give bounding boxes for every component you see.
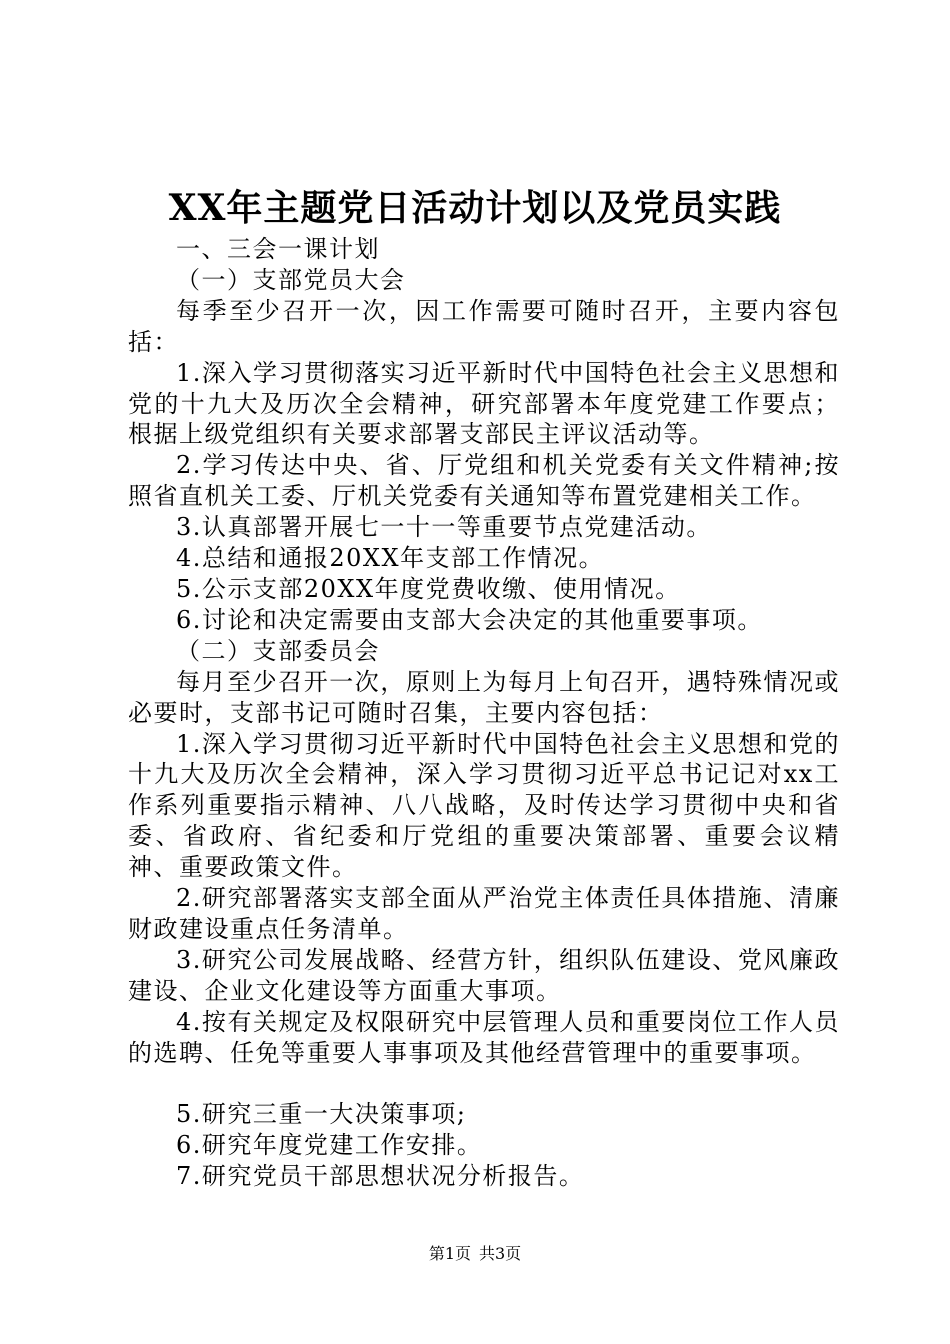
document-title: XX年主题党日活动计划以及党员实践 bbox=[168, 187, 782, 229]
section-heading: 一、三会一课计划 bbox=[176, 235, 380, 263]
list-item: 2.学习传达中央、省、厅党组和机关党委有关文件精神;按照省直机关工委、厅机关党委有关通知等布置党建相关工作。 bbox=[128, 451, 840, 511]
list-item: 2.研究部署落实支部全面从严治党主体责任具体措施、清廉财政建设重点任务清单。 bbox=[128, 884, 840, 943]
subsection-heading: （一）支部党员大会 bbox=[176, 265, 406, 294]
subsection-heading: （二）支部委员会 bbox=[176, 636, 380, 665]
list-item: 1.深入学习贯彻习近平新时代中国特色社会主义思想和党的十九大及历次全会精神，深入学习贯彻习近平总书记记对xx工作系列重要指示精神、八八战略，及时传达学习贯彻中央和省委、省政府、省纪委和厅党组的重要决策部署、重要会议精神、重要政策文件。 bbox=[128, 729, 840, 882]
list-item: 7.研究党员干部思想状况分析报告。 bbox=[176, 1162, 585, 1191]
document-body bbox=[128, 234, 840, 1192]
list-item: 4.按有关规定及权限研究中层管理人员和重要岗位工作人员的选聘、任免等重要人事事项及其他经营管理中的重要事项。 bbox=[128, 1007, 840, 1067]
page-number: 第1页 bbox=[428, 1244, 471, 1263]
list-item: 3.认真部署开展七一十一等重要节点党建活动。 bbox=[176, 513, 712, 542]
list-item: 4.总结和通报20XX年支部工作情况。 bbox=[176, 544, 605, 573]
list-item: 3.研究公司发展战略、经营方针，组织队伍建设、党风廉政建设、企业文化建设等方面重大事项。 bbox=[128, 945, 840, 1005]
page-footer bbox=[0, 1244, 950, 1264]
page-total: 共3页 bbox=[479, 1244, 522, 1263]
list-item: 6.讨论和决定需要由支部大会决定的其他重要事项。 bbox=[176, 605, 763, 634]
list-item: 5.研究三重一大决策事项; bbox=[176, 1100, 467, 1129]
paragraph-spacer bbox=[128, 1068, 840, 1099]
list-item: 5.公示支部20XX年度党费收缴、使用情况。 bbox=[176, 574, 681, 603]
list-item: 1.深入学习贯彻落实习近平新时代中国特色社会主义思想和党的十九大及历次全会精神，研究部署本年度党建工作要点；根据上级党组织有关要求部署支部民主评议活动等。 bbox=[128, 358, 840, 449]
paragraph: 每季至少召开一次，因工作需要可随时召开，主要内容包括： bbox=[128, 296, 840, 356]
paragraph: 每月至少召开一次，原则上为每月上旬召开，遇特殊情况或必要时，支部书记可随时召集，主要内容包括： bbox=[128, 667, 840, 727]
list-item: 6.研究年度党建工作安排。 bbox=[176, 1131, 483, 1160]
